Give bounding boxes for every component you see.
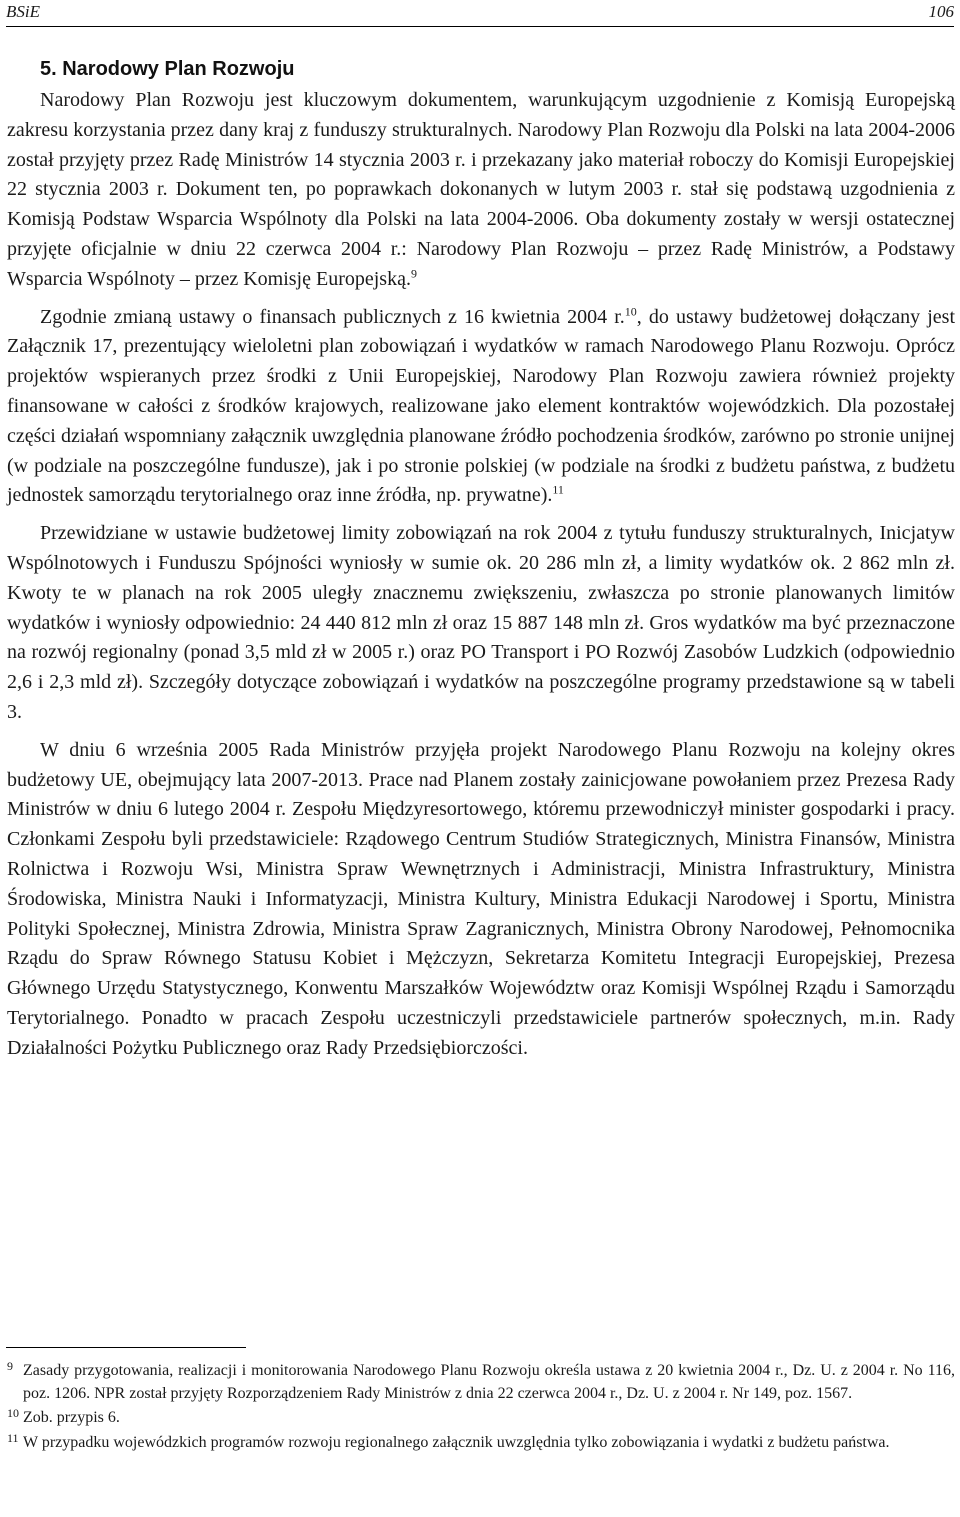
page-header — [6, 0, 954, 27]
footnote-divider — [6, 1347, 246, 1348]
footnote-text: W przypadku wojewódzkich programów rozwoju regionalnego załącznik uwzględnia tylko zobowiązania i wydatki z budżetu państwa. — [23, 1433, 890, 1451]
page-number: 106 — [928, 2, 954, 21]
footnote-9 — [7, 1360, 955, 1405]
footnote-ref-11[interactable]: 11 — [552, 482, 564, 497]
paragraph-2 — [7, 303, 955, 512]
footnote-ref-10[interactable]: 10 — [624, 303, 637, 318]
footnotes — [7, 1360, 955, 1456]
footnote-11 — [7, 1432, 955, 1455]
paragraph-1-text: Narodowy Plan Rozwoju jest kluczowym dokumentem, warunkującym uzgodnienie z Komisją Europejską zakresu korzystania przez dany kraj z funduszy strukturalnych. Narodowy Plan Rozwoju dla Polski na lata 2004-2006 został przyjęty przez Radę Ministrów 14 stycznia 2003 r. i przekazany jako materiał roboczy do Komisji Europejskiej 22 stycznia 2003 r. Dokument ten, po poprawkach dokonanych w lutym 2003 r. stał się podstawą uzgodnienia z Komisją Podstaw Wsparcia Wspólnoty dla Polski na lata 2004-2006. Oba dokumenty zostały w wersji ostatecznej przyjęte oficjalnie w dniu 22 czerwca 2004 r.: Narodowy Plan Rozwoju – przez Radę Ministrów, a Podstawy Wsparcia Wspólnoty – przez Komisję Europejską. — [7, 89, 955, 290]
footnote-number: 10 — [7, 1406, 19, 1420]
footnote-number: 9 — [7, 1359, 13, 1373]
section-title: 5. Narodowy Plan Rozwoju — [40, 58, 295, 80]
footnote-10 — [7, 1407, 955, 1430]
footnote-text: Zasady przygotowania, realizacji i monitorowania Narodowego Planu Rozwoju określa ustawa z 20 kwietnia 2004 r., Dz. U. z 2004 r. No 116, poz. 1206. NPR został przyjęty Rozporządzeniem Rady Ministrów z dnia 22 czerwca 2004 r., Dz. U. z 2004 r. Nr 149, poz. 1567. — [23, 1362, 955, 1402]
paragraph-2-text-a: Zgodnie zmianą ustawy o finansach publicznych z 16 kwietnia 2004 r. — [40, 305, 625, 328]
footnote-number: 11 — [7, 1430, 19, 1445]
paragraph-1 — [7, 86, 955, 295]
footnote-text: Zob. przypis 6. — [23, 1409, 120, 1426]
footnote-ref-9[interactable]: 9 — [410, 266, 417, 281]
document-body — [7, 86, 955, 1072]
running-header-title: BSiE — [6, 2, 40, 21]
paragraph-2-text-b: , do ustawy budżetowej dołączany jest Załącznik 17, prezentujący wieloletni plan zobowiązań i wydatków w ramach Narodowego Planu Rozwoju. Oprócz projektów wspieranych przez środki z Unii Europejskiej, Narodowy Plan Rozwoju zawiera również projekty finansowane w całości z środków krajowych, realizowane jako element kontraktów wojewódzkich. Dla pozostałej części działań wspomniany załącznik uwzględnia planowane źródło pochodzenia środków, zarówno po stronie unijnej (w podziale na poszczególne fundusze), jak i po stronie polskiej (w podziale na środki z budżetu państwa, z budżetu jednostek samorządu terytorialnego oraz inne źródła, np. prywatne). — [7, 305, 956, 507]
paragraph-4: W dniu 6 września 2005 Rada Ministrów przyjęła projekt Narodowego Planu Rozwoju na kolejny okres budżetowy UE, obejmujący lata 2007-2013. Prace nad Planem zostały zainicjowane powołaniem przez Prezesa Rady Ministrów w dniu 6 lutego 2004 r. Zespołu Międzyresortowego, któremu przewodniczył minister gospodarki i pracy. Członkami Zespołu byli przedstawiciele: Rządowego Centrum Studiów Strategicznych, Ministra Finansów, Ministra Rolnictwa i Rozwoju Wsi, Ministra Spraw Wewnętrznych i Administracji, Ministra Infrastruktury, Ministra Środowiska, Ministra Nauki i Informatyzacji, Ministra Kultury, Ministra Edukacji Narodowej i Sportu, Ministra Polityki Społecznej, Ministra Zdrowia, Ministra Spraw Zagranicznych, Ministra Obrony Narodowej, Pełnomocnika Rządu do Spraw Równego Statusu Kobiet i Mężczyzn, Sekretarza Komitetu Integracji Europejskiej, Prezesa Głównego Urzędu Statystycznego, Konwentu Marszałków Województw oraz Komisji Wspólnej Rządu i Samorządu Terytorialnego. Ponadto w pracach Zespołu uczestniczyli przedstawiciele partnerów społecznych, m.in. Rady Działalności Pożytku Publicznego oraz Rady Przedsiębiorczości. — [7, 738, 955, 1059]
paragraph-3: Przewidziane w ustawie budżetowej limity zobowiązań na rok 2004 z tytułu funduszy strukturalnych, Inicjatyw Wspólnotowych i Funduszu Spójności wyniosły w sumie ok. 20 286 mln zł, a limity wydatków ok. 2 862 mln zł. Kwoty te w planach na rok 2005 uległy znacznemu zwiększeniu, zwłaszcza po stronie planowanych limitów wydatków i wyniosły odpowiednio: 24 440 812 mln zł oraz 15 887 148 mln zł. Gros wydatków ma być przeznaczone na rozwój regionalny (ponad 3,5 mld zł w 2005 r.) oraz PO Transport i PO Rozwój Zasobów Ludzkich (odpowiednio 2,6 i 2,3 mld zł). Szczegóły dotyczące zobowiązań i wydatków na poszczególne programy przedstawione są w tabeli 3. — [7, 522, 955, 723]
